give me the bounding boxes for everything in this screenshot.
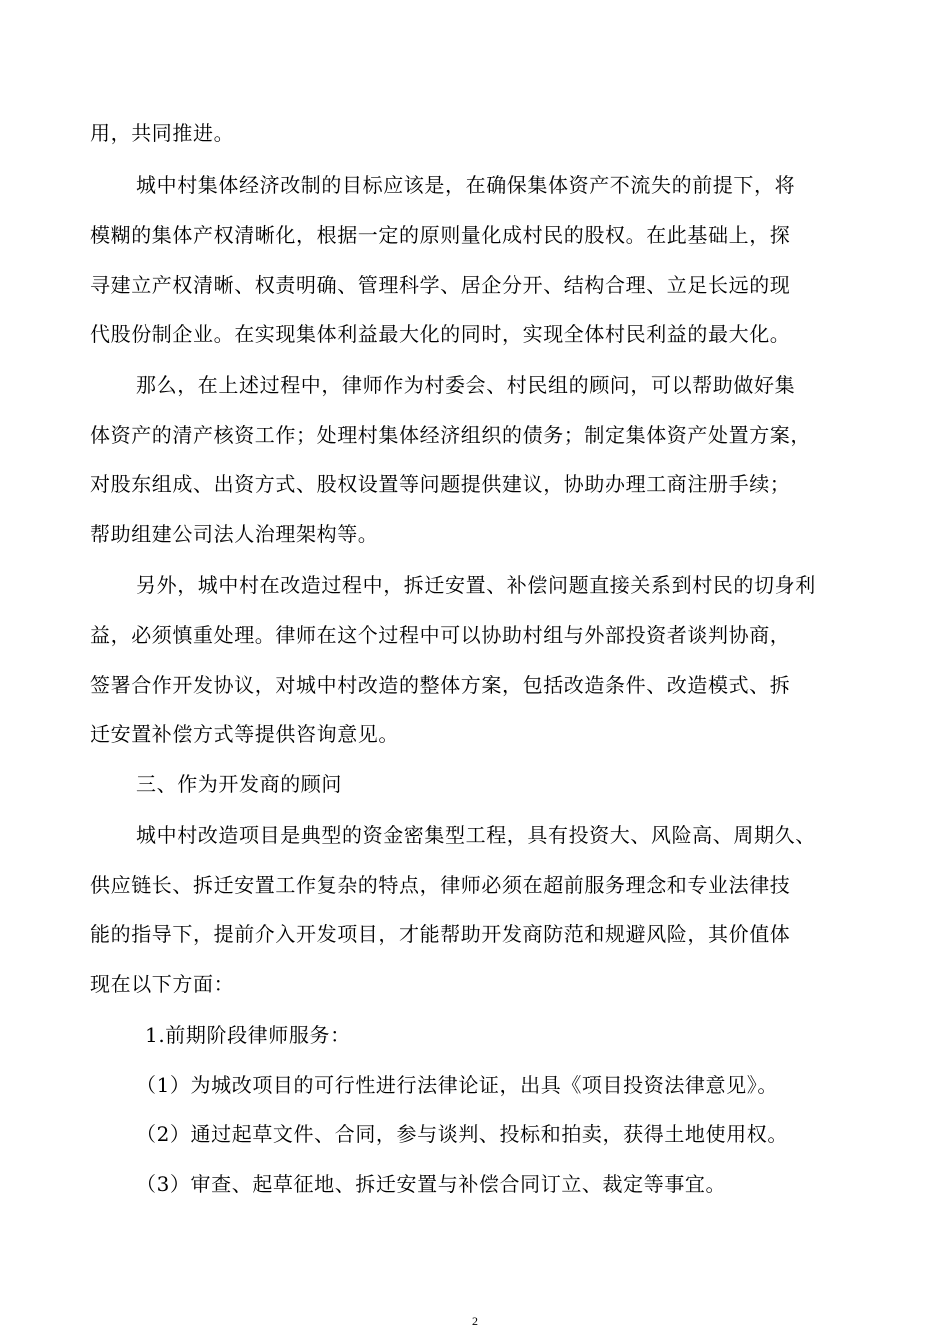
paragraph-line: 益，必须慎重处理。律师在这个过程中可以协助村组与外部投资者谈判协商， [90,623,791,647]
paragraph-line: 城中村集体经济改制的目标应该是，在确保集体资产不流失的前提下，将 [136,173,796,197]
paragraph-line: 另外，城中村在改造过程中，拆迁安置、补偿问题直接关系到村民的切身利 [136,573,816,597]
paragraph-line: 那么，在上述过程中，律师作为村委会、村民组的顾问，可以帮助做好集 [136,373,796,397]
list-item: （2）通过起草文件、合同，参与谈判、投标和拍卖，获得土地使用权。 [136,1122,788,1146]
subsection-heading: 1.前期阶段律师服务： [145,1023,351,1047]
paragraph-line: 城中村改造项目是典型的资金密集型工程，具有投资大、风险高、周期久、 [136,823,816,847]
paragraph-line: 现在以下方面： [90,972,235,996]
list-item: （1）为城改项目的可行性进行法律论证，出具《项目投资法律意见》。 [136,1073,778,1097]
paragraph-line: 供应链长、拆迁安置工作复杂的特点，律师必须在超前服务理念和专业法律技 [90,873,791,897]
paragraph-line: 体资产的清产核资工作；处理村集体经济组织的债务；制定集体资产处置方案， [90,423,811,447]
paragraph-line: 能的指导下，提前介入开发项目，才能帮助开发商防范和规避风险，其价值体 [90,922,791,946]
paragraph-line: 签署合作开发协议，对城中村改造的整体方案，包括改造条件、改造模式、拆 [90,673,791,697]
paragraph-line: 代股份制企业。在实现集体利益最大化的同时，实现全体村民利益的最大化。 [90,322,791,346]
paragraph-line: 用，共同推进。 [90,121,235,145]
page-number: 2 [472,1314,478,1328]
paragraph-line: 寻建立产权清晰、权责明确、管理科学、居企分开、结构合理、立足长远的现 [90,273,791,297]
section-heading: 三、作为开发商的顾问 [136,772,342,796]
paragraph-line: 帮助组建公司法人治理架构等。 [90,522,379,546]
list-item: （3）审查、起草征地、拆迁安置与补偿合同订立、裁定等事宜。 [136,1172,727,1196]
paragraph-line: 迁安置补偿方式等提供咨询意见。 [90,722,399,746]
paragraph-line: 模糊的集体产权清晰化，根据一定的原则量化成村民的股权。在此基础上，探 [90,223,791,247]
paragraph-line: 对股东组成、出资方式、股权设置等问题提供建议，协助办理工商注册手续； [90,472,791,496]
